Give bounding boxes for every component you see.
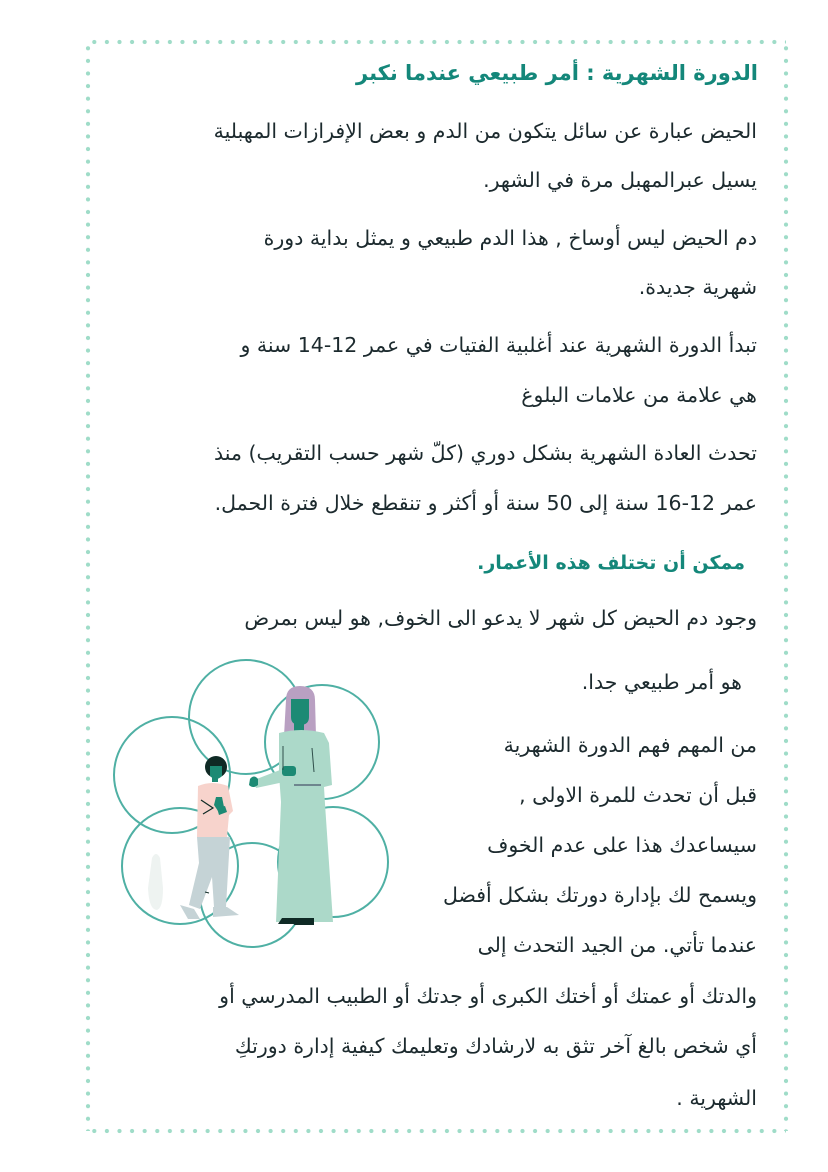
faint-object-icon	[148, 854, 163, 910]
paragraph-line: الشهرية .	[676, 1086, 757, 1110]
paragraph-line: شهرية جديدة.	[638, 275, 757, 299]
paragraph-line: أي شخص بالغ آخر تثق به لارشادك وتعليمك كيفية إدارة دورتكِ	[234, 1034, 757, 1058]
paragraph-line: وجود دم الحيض كل شهر لا يدعو الى الخوف, هو ليس بمرض	[244, 606, 757, 630]
paragraph-line: عندما تأتي. من الجيد التحدث إلى	[477, 933, 757, 957]
paragraph-line: تحدث العادة الشهرية بشكل دوري (كلّ شهر حسب التقريب) منذ	[214, 441, 757, 465]
section-subtitle: ممكن أن تختلف هذه الأعمار.	[477, 552, 745, 574]
paragraph-line: من المهم فهم الدورة الشهرية	[503, 733, 757, 757]
paragraph-line: هي علامة من علامات البلوغ	[521, 383, 757, 407]
paragraph-line: تبدأ الدورة الشهرية عند أغلبية الفتيات في عمر 12-14 سنة و	[240, 333, 757, 357]
dotted-border-top	[88, 39, 786, 45]
dotted-border-left	[85, 42, 91, 1131]
paragraph-line: سيساعدك هذا على عدم الخوف	[487, 833, 757, 857]
paragraph-line: والدتك أو عمتك أو أختك الكبرى أو جدتك أو الطبيب المدرسي أو	[219, 984, 757, 1008]
dotted-border-bottom	[88, 1128, 786, 1134]
dotted-border-right	[783, 42, 789, 1131]
paragraph-line: ويسمح لك بإدارة دورتك بشكل أفضل	[442, 883, 757, 907]
paragraph-line: دم الحيض ليس أوساخ , هذا الدم طبيعي و يمثل بداية دورة	[263, 226, 757, 250]
paragraph-line: قبل أن تحدث للمرة الاولى ,	[519, 783, 757, 807]
paragraph-line: هو أمر طبيعي جدا.	[581, 670, 742, 694]
woman-child-illustration	[100, 650, 420, 960]
page-title: الدورة الشهرية : أمر طبيعي عندما نكبر	[356, 61, 758, 85]
paragraph-line: الحيض عبارة عن سائل يتكون من الدم و بعض الإفرازات المهبلية	[213, 119, 757, 143]
woman-figure	[249, 686, 333, 925]
paragraph-line: عمر 12-16 سنة إلى 50 سنة أو أكثر و تنقطع خلال فترة الحمل.	[214, 491, 757, 515]
info-card	[88, 42, 786, 1131]
paragraph-line: يسيل عبرالمهبل مرة في الشهر.	[483, 168, 757, 192]
